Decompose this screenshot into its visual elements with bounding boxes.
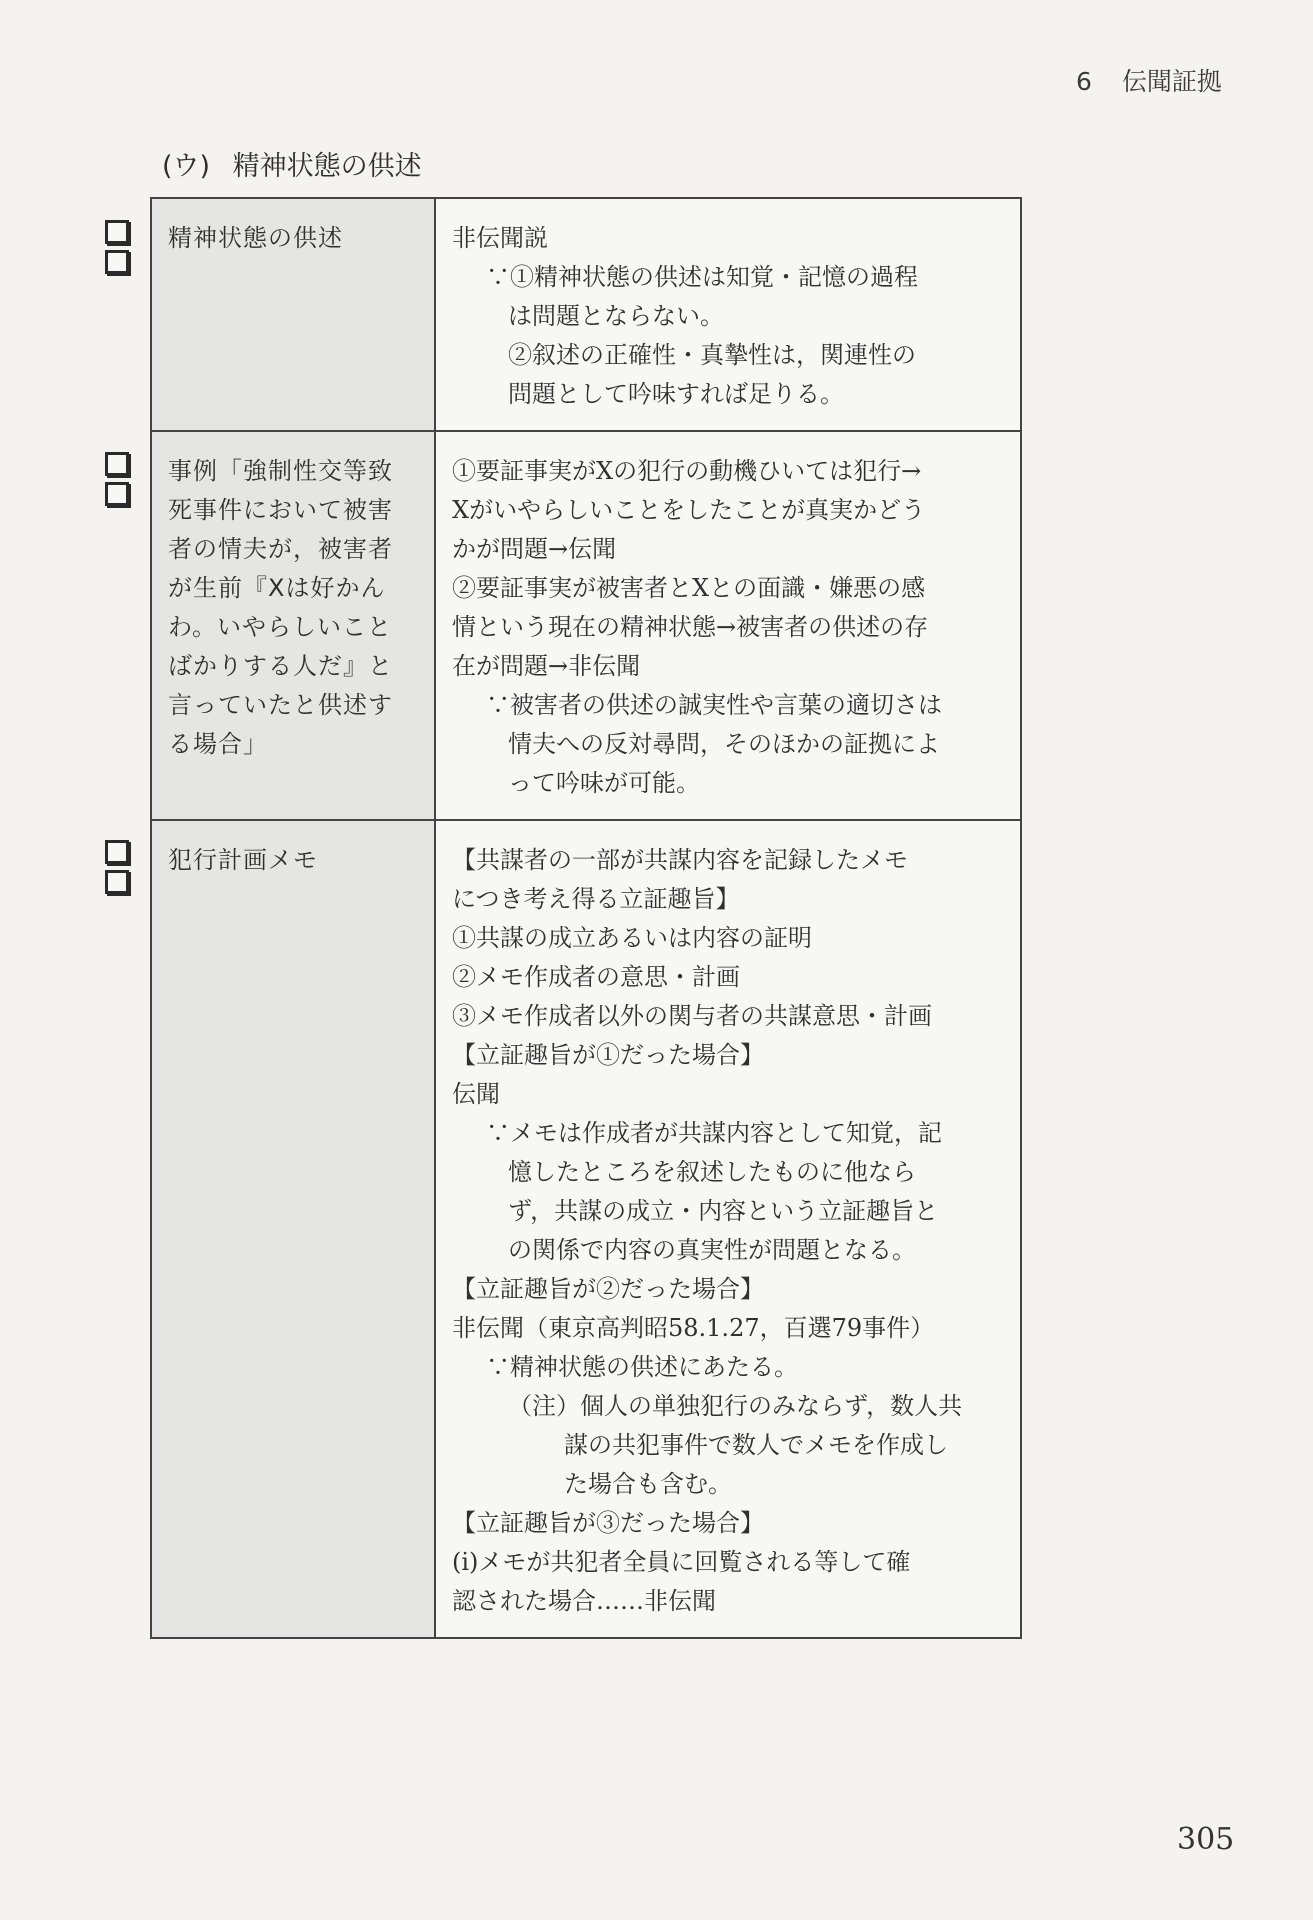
row-heading-line: ばかりする人だ』と [168, 652, 393, 680]
checkbox-2b[interactable] [105, 482, 129, 506]
row-heading-line: 言っていたと供述す [168, 691, 393, 719]
row-content [436, 821, 1020, 1637]
row-heading-line: 精神状態の供述 [168, 224, 343, 252]
content-line: ②叙述の正確性・真摯性は，関連性の [508, 341, 916, 369]
checkbox-3a[interactable] [105, 840, 129, 864]
row-content [436, 199, 1020, 430]
content-line: 認された場合……非伝聞 [452, 1587, 716, 1615]
checkbox-1a[interactable] [105, 220, 129, 244]
content-line: ②要証事実が被害者とXとの面識・嫌悪の感 [452, 574, 926, 602]
content-line: 情という現在の精神状態→被害者の供述の存 [452, 613, 929, 641]
section-title-text: 精神状態の供述 [232, 151, 422, 182]
section-title [162, 144, 422, 183]
row-heading [152, 199, 436, 430]
running-head [1076, 62, 1222, 98]
content-line: 非伝聞（東京高判昭58.1.27，百選79事件） [452, 1314, 935, 1342]
content-line: ①共謀の成立あるいは内容の証明 [452, 924, 812, 952]
content-line: 伝聞 [452, 1080, 500, 1108]
checkbox-group-1 [105, 220, 129, 280]
page-number: 305 [1177, 1822, 1235, 1857]
checkbox-3b[interactable] [105, 870, 129, 894]
content-line: ∵①精神状態の供述は知覚・記憶の過程 [486, 263, 918, 291]
row-heading-line: 死事件において被害 [168, 496, 393, 524]
content-line: 情夫への反対尋問，そのほかの証拠によ [508, 730, 940, 758]
content-line: 謀の共犯事件で数人でメモを作成し [564, 1431, 948, 1459]
table-row [152, 821, 1020, 1637]
row-heading-line: 犯行計画メモ [168, 846, 318, 874]
content-line: につき考え得る立証趣旨】 [452, 885, 740, 913]
content-line: の関係で内容の真実性が問題となる。 [508, 1236, 916, 1264]
content-line: 在が問題→非伝聞 [452, 652, 641, 680]
content-line: 【立証趣旨が②だった場合】 [452, 1275, 764, 1303]
running-head-title: 伝聞証拠 [1121, 67, 1222, 96]
content-line: た場合も含む。 [564, 1470, 732, 1498]
checkbox-group-2 [105, 452, 129, 512]
checkbox-group-3 [105, 840, 129, 900]
content-line: って吟味が可能。 [508, 769, 700, 797]
content-line: (ⅰ)メモが共犯者全員に回覧される等して確 [452, 1548, 911, 1576]
checkbox-2a[interactable] [105, 452, 129, 476]
content-line: ∵被害者の供述の誠実性や言葉の適切さは [486, 691, 942, 719]
content-line: 問題として吟味すれば足りる。 [508, 380, 844, 408]
row-content [436, 432, 1020, 819]
content-line: 【共謀者の一部が共謀内容を記録したメモ [452, 846, 908, 874]
content-line: 非伝聞説 [452, 224, 548, 252]
content-line: （注）個人の単独犯行のみならず，数人共 [508, 1392, 963, 1420]
row-heading [152, 821, 436, 1637]
row-heading-line: が生前『Xは好かん [168, 574, 386, 602]
row-heading-line: わ。いやらしいこと [168, 613, 393, 641]
content-line: ∵精神状態の供述にあたる。 [486, 1353, 798, 1381]
table-row [152, 432, 1020, 821]
content-line: かが問題→伝聞 [452, 535, 617, 563]
content-line: Xがいやらしいことをしたことが真実かどう [452, 496, 926, 524]
row-heading-line: 事例「強制性交等致 [168, 457, 393, 485]
checkbox-1b[interactable] [105, 250, 129, 274]
row-heading-line: る場合」 [168, 730, 268, 758]
section-label: (ウ) [162, 151, 211, 182]
content-line: ③メモ作成者以外の関与者の共謀意思・計画 [452, 1002, 932, 1030]
content-line: 【立証趣旨が③だった場合】 [452, 1509, 764, 1537]
row-heading-line: 者の情夫が，被害者 [168, 535, 393, 563]
content-line: 憶したところを叙述したものに他なら [508, 1158, 916, 1186]
summary-table [150, 197, 1022, 1639]
content-line: ②メモ作成者の意思・計画 [452, 963, 740, 991]
content-line: ∵メモは作成者が共謀内容として知覚，記 [486, 1119, 942, 1147]
table-row [152, 199, 1020, 432]
row-heading [152, 432, 436, 819]
content-line: 【立証趣旨が①だった場合】 [452, 1041, 764, 1069]
content-line: ず，共謀の成立・内容という立証趣旨と [508, 1197, 939, 1225]
content-line: は問題とならない。 [508, 302, 724, 330]
content-line: ①要証事実がXの犯行の動機ひいては犯行→ [452, 457, 922, 485]
running-head-number: 6 [1076, 67, 1092, 96]
